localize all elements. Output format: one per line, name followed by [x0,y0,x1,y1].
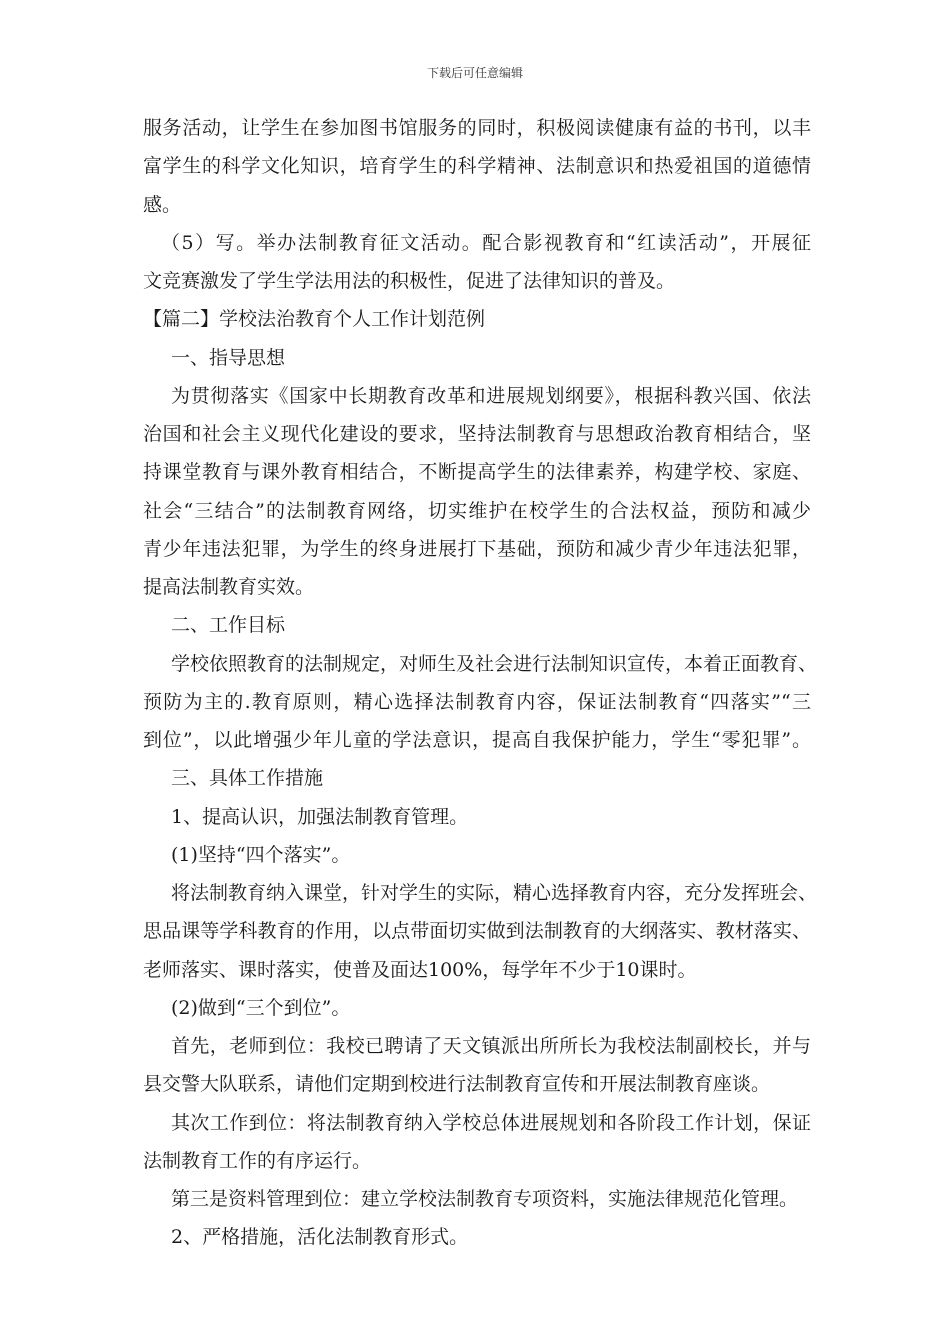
sub-heading: 二、工作目标 [171,614,286,637]
paragraph-line: 老师落实、课时落实，使普及面达100%，每学年不少于10课时。 [143,958,697,981]
section-heading: 【篇二】学校法治教育个人工作计划范例 [143,308,486,331]
paragraph-line: (2)做到“三个到位”。 [171,996,351,1019]
paragraph-line: 学校依照教育的法制规定，对师生及社会进行法制知识宣传，本着正面教育、 [171,652,818,675]
document-body [143,117,818,1267]
paragraph-line: 首先，老师到位：我校已聘请了天文镇派出所所长为我校法制副校长，并与 [171,1035,811,1057]
page-header: 下载后可任意编辑 [426,66,523,80]
paragraph-line: （5）写。举办法制教育征文活动。配合影视教育和“红读活动”，开展征 [161,231,811,254]
paragraph-line: 文竞赛激发了学生学法用法的积极性，促进了法律知识的普及。 [143,270,676,292]
sub-heading: 三、具体工作措施 [171,767,324,790]
paragraph-line: 1、提高认识，加强法制教育管理。 [171,805,469,828]
paragraph-line: 治国和社会主义现代化建设的要求，坚持法制教育与思想政治教育相结合，坚 [143,423,811,445]
paragraph-line: 县交警大队联系，请他们定期到校进行法制教育宣传和开展法制教育座谈。 [143,1073,771,1096]
paragraph-line: 思品课等学科教育的作用，以点带面切实做到法制教育的大纲落实、教材落实、 [143,920,811,943]
paragraph-line: 服务活动，让学生在参加图书馆服务的同时，积极阅读健康有益的书刊，以丰 [143,117,811,139]
paragraph-line: 为贯彻落实《国家中长期教育改革和进展规划纲要》，根据科教兴国、依法 [171,384,811,407]
paragraph-line: 社会“三结合”的法制教育网络，切实维护在校学生的合法权益，预防和减少 [143,499,811,522]
paragraph-line: 其次工作到位：将法制教育纳入学校总体进展规划和各阶段工作计划，保证 [171,1111,811,1134]
paragraph-line: 持课堂教育与课外教育相结合，不断提高学生的法律素养，构建学校、家庭、 [143,461,811,484]
paragraph-line: 法制教育工作的有序运行。 [143,1149,372,1172]
paragraph-line: 青少年违法犯罪，为学生的终身进展打下基础，预防和减少青少年违法犯罪， [143,537,811,560]
paragraph-line: 2、严格措施，活化法制教育形式。 [171,1226,469,1249]
paragraph-line: 提高法制教育实效。 [143,576,315,598]
sub-heading: 一、指导思想 [171,346,286,369]
paragraph-line: (1)坚持“四个落实”。 [171,843,351,866]
paragraph-line: 预防为主的.教育原则，精心选择法制教育内容，保证法制教育“四落实”“三 [143,690,811,713]
paragraph-line: 感。 [143,193,182,216]
paragraph-line: 第三是资料管理到位：建立学校法制教育专项资料，实施法律规范化管理。 [171,1188,799,1210]
paragraph-line: 到位”，以此增强少年儿童的学法意识，提高自我保护能力，学生“零犯罪”。 [143,729,811,751]
paragraph-line: 富学生的科学文化知识，培育学生的科学精神、法制意识和热爱祖国的道德情 [143,155,811,178]
paragraph-line: 将法制教育纳入课堂，针对学生的实际，精心选择教育内容，充分发挥班会、 [171,882,818,904]
